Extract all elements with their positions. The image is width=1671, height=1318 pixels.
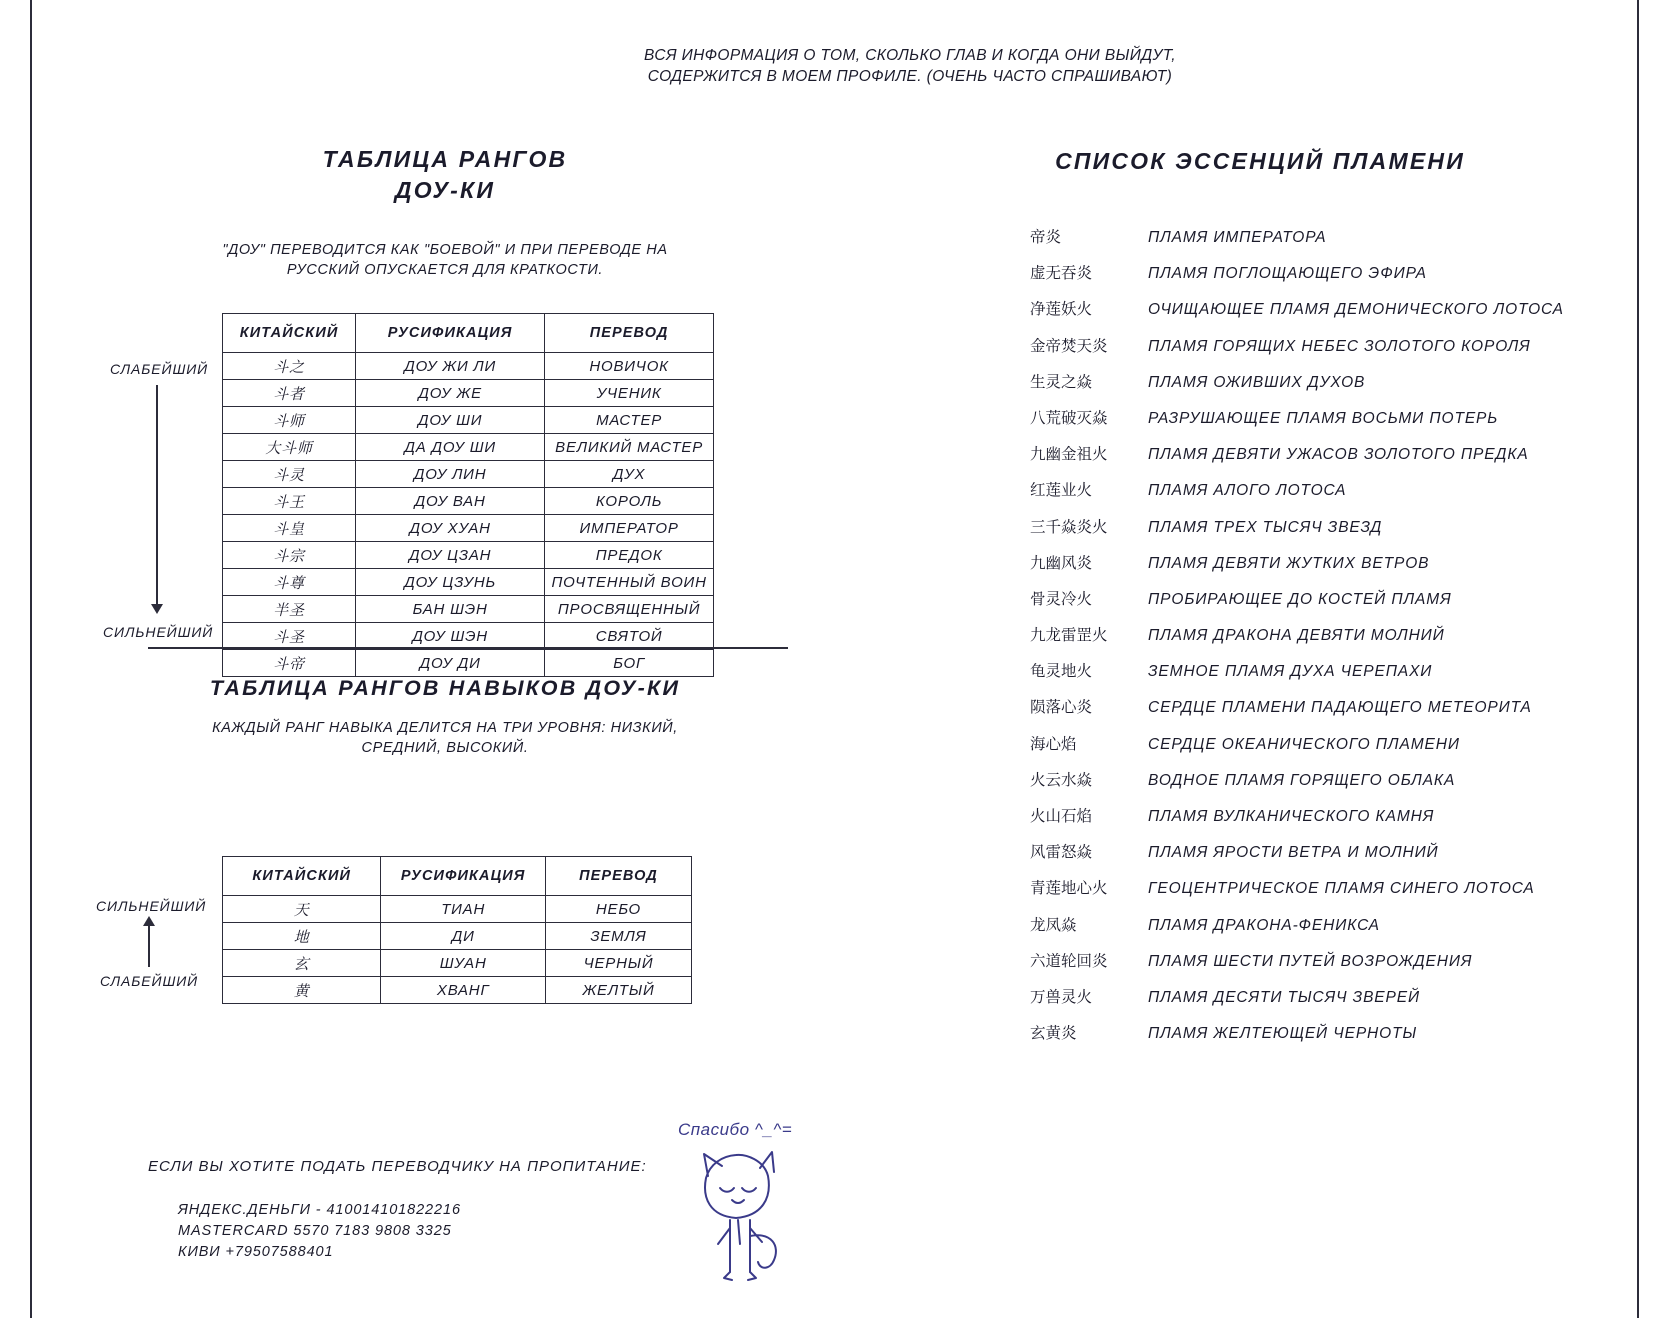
column-header-russification: РУСИФИКАЦИЯ <box>356 314 545 353</box>
header-note-line2: СОДЕРЖИТСЯ В МОЕМ ПРОФИЛЕ. (ОЧЕНЬ ЧАСТО СПРАШИВАЮТ) <box>647 67 1173 85</box>
essence-translation: ВОДНОЕ ПЛАМЯ ГОРЯЩЕГО ОБЛАКА <box>1148 771 1456 789</box>
table-row <box>223 650 714 677</box>
essence-translation: ГЕОЦЕНТРИЧЕСКОЕ ПЛАМЯ СИНЕГО ЛОТОСА <box>1148 880 1535 898</box>
essence-row <box>1030 949 1650 985</box>
cell-translation: ПРОСВЯЩЕННЫЙ <box>545 596 714 623</box>
essence-row <box>1030 913 1650 949</box>
essence-row <box>1030 1021 1650 1057</box>
cell-translation: МАСТЕР <box>545 407 714 434</box>
essence-chinese: 骨灵冷火 <box>1030 589 1093 608</box>
column-header-chinese: КИТАЙСКИЙ <box>223 314 356 353</box>
essence-chinese: 红莲业火 <box>1030 481 1093 500</box>
cell-chinese: 地 <box>223 923 381 950</box>
cell-chinese: 斗宗 <box>223 542 356 569</box>
table-row <box>223 488 714 515</box>
essence-row <box>1030 804 1650 840</box>
footer-payment-details <box>178 1200 461 1263</box>
cell-russification: ДОУ ШИ <box>356 407 545 434</box>
table-row <box>223 923 692 950</box>
footer-title: ЕСЛИ ВЫ ХОТИТЕ ПОДАТЬ ПЕРЕВОДЧИКУ НА ПРОПИТАНИЕ: <box>148 1158 647 1175</box>
cell-russification: ДА ДОУ ШИ <box>356 434 545 461</box>
essence-translation: ПЛАМЯ ЯРОСТИ ВЕТРА И МОЛНИЙ <box>1148 844 1439 862</box>
essence-chinese: 虚无吞炎 <box>1030 264 1093 283</box>
cell-translation: НОВИЧОК <box>545 353 714 380</box>
essence-chinese: 火山石焰 <box>1030 807 1093 825</box>
cell-russification: ДОУ ЖИ ЛИ <box>356 353 545 380</box>
essence-row <box>1030 478 1650 514</box>
skills-table <box>222 856 692 1004</box>
ranks-arrow-down-icon <box>156 385 158 605</box>
essence-chinese: 青莲地心火 <box>1030 879 1108 898</box>
column-header-russification: РУСИФИКАЦИЯ <box>381 857 546 896</box>
cell-translation: ЗЕМЛЯ <box>545 923 691 950</box>
cell-russification: ХВАНГ <box>381 977 546 1004</box>
cell-translation: ЖЕЛТЫЙ <box>545 977 691 1004</box>
cell-russification: ШУАН <box>381 950 546 977</box>
essence-chinese: 生灵之焱 <box>1030 372 1093 391</box>
cell-translation: ВЕЛИКИЙ МАСТЕР <box>545 434 714 461</box>
ranks-label-strongest: СИЛЬНЕЙШИЙ <box>103 624 214 640</box>
table-row <box>223 623 714 650</box>
essence-chinese: 九幽金祖火 <box>1030 445 1108 464</box>
cell-russification: ДОУ ВАН <box>356 488 545 515</box>
essence-row <box>1030 732 1650 768</box>
section-divider <box>148 647 788 649</box>
essence-row <box>1030 551 1650 587</box>
ranks-note: "ДОУ" ПЕРЕВОДИТСЯ КАК "БОЕВОЙ" И ПРИ ПЕРЕВОДЕ НА РУССКИЙ ОПУСКАЕТСЯ ДЛЯ КРАТКОСТИ. <box>222 242 668 279</box>
ranks-title <box>150 144 740 206</box>
ranks-title-line1: ТАБЛИЦА РАНГОВ <box>322 146 568 172</box>
cell-translation: НЕБО <box>545 896 691 923</box>
table-row <box>223 569 714 596</box>
cell-chinese: 大斗师 <box>223 434 356 461</box>
table-row <box>223 380 714 407</box>
table-row <box>223 461 714 488</box>
essence-chinese: 火云水焱 <box>1030 770 1093 789</box>
essence-row <box>1030 659 1650 695</box>
cell-translation: ПОЧТЕННЫЙ ВОИН <box>545 569 714 596</box>
essence-row <box>1030 876 1650 912</box>
essence-chinese: 金帝焚天炎 <box>1030 336 1108 355</box>
skills-label-strongest: СИЛЬНЕЙШИЙ <box>96 898 207 914</box>
table-row <box>223 596 714 623</box>
cell-russification: ДОУ ДИ <box>356 650 545 677</box>
cell-russification: ТИАН <box>381 896 546 923</box>
essence-chinese: 九幽风炎 <box>1030 553 1093 572</box>
essence-translation: СЕРДЦЕ ОКЕАНИЧЕСКОГО ПЛАМЕНИ <box>1148 735 1460 753</box>
cell-chinese: 斗师 <box>223 407 356 434</box>
skills-note: КАЖДЫЙ РАНГ НАВЫКА ДЕЛИТСЯ НА ТРИ УРОВНЯ: НИЗКИЙ, СРЕДНИЙ, ВЫСОКИЙ. <box>212 720 678 757</box>
table-row <box>223 515 714 542</box>
cell-translation: ДУХ <box>545 461 714 488</box>
cell-chinese: 斗者 <box>223 380 356 407</box>
table-row <box>223 977 692 1004</box>
footer-line-qiwi: КИВИ +79507588401 <box>178 1244 334 1261</box>
skills-arrow-up-icon <box>148 925 150 967</box>
cell-translation: СВЯТОЙ <box>545 623 714 650</box>
essence-chinese: 龟灵地火 <box>1030 662 1093 681</box>
table-row <box>223 542 714 569</box>
essence-chinese: 八荒破灭焱 <box>1030 408 1108 427</box>
cell-chinese: 斗灵 <box>223 461 356 488</box>
essence-chinese: 海心焰 <box>1030 734 1077 753</box>
table-row <box>223 353 714 380</box>
essence-row <box>1030 985 1650 1021</box>
cell-chinese: 斗帝 <box>223 650 356 677</box>
essence-chinese: 九龙雷罡火 <box>1030 626 1108 645</box>
essence-row <box>1030 406 1650 442</box>
essence-translation: ПЛАМЯ ТРЕХ ТЫСЯЧ ЗВЕЗД <box>1148 518 1383 536</box>
essence-translation: ПЛАМЯ ДРАКОНА-ФЕНИКСА <box>1148 916 1380 934</box>
thanks-text: Спасибо ^_^= <box>678 1120 793 1139</box>
cell-russification: ДОУ ШЭН <box>356 623 545 650</box>
essence-row <box>1030 442 1650 478</box>
column-header-chinese: КИТАЙСКИЙ <box>223 857 381 896</box>
cell-translation: КОРОЛЬ <box>545 488 714 515</box>
table-row <box>223 896 692 923</box>
essence-translation: ПЛАМЯ ЖЕЛТЕЮЩЕЙ ЧЕРНОТЫ <box>1148 1025 1418 1043</box>
essence-translation: ПЛАМЯ ДРАКОНА ДЕВЯТИ МОЛНИЙ <box>1148 627 1445 645</box>
essence-translation: ПЛАМЯ ВУЛКАНИЧЕСКОГО КАМНЯ <box>1148 808 1435 825</box>
cell-translation: ИМПЕРАТОР <box>545 515 714 542</box>
essence-row <box>1030 370 1650 406</box>
essence-row <box>1030 768 1650 804</box>
essence-translation: ОЧИЩАЮЩЕЕ ПЛАМЯ ДЕМОНИЧЕСКОГО ЛОТОСА <box>1148 301 1564 319</box>
essence-translation: СЕРДЦЕ ПЛАМЕНИ ПАДАЮЩЕГО МЕТЕОРИТА <box>1148 699 1532 717</box>
essence-row <box>1030 334 1650 370</box>
skills-label-weakest: СЛАБЕЙШИЙ <box>100 973 199 989</box>
column-header-translation: ПЕРЕВОД <box>545 314 714 353</box>
column-header-translation: ПЕРЕВОД <box>545 857 691 896</box>
essence-translation: ЗЕМНОЕ ПЛАМЯ ДУХА ЧЕРЕПАХИ <box>1148 663 1433 681</box>
cell-russification: ДОУ ЦЗАН <box>356 542 545 569</box>
essence-chinese: 帝炎 <box>1030 228 1062 246</box>
essence-translation: ПЛАМЯ ДЕСЯТИ ТЫСЯЧ ЗВЕРЕЙ <box>1148 988 1421 1006</box>
essence-chinese: 玄黄炎 <box>1030 1024 1077 1043</box>
essence-chinese: 龙凤焱 <box>1030 915 1077 934</box>
cell-chinese: 斗尊 <box>223 569 356 596</box>
footer-line-mastercard: MASTERCARD 5570 7183 9808 3325 <box>178 1223 452 1240</box>
essence-translation: РАЗРУШАЮЩЕЕ ПЛАМЯ ВОСЬМИ ПОТЕРЬ <box>1148 409 1499 427</box>
essence-row <box>1030 225 1650 261</box>
essence-chinese: 净莲妖火 <box>1030 300 1093 319</box>
essence-chinese: 万兽灵火 <box>1030 987 1093 1006</box>
essence-translation: ПЛАМЯ ПОГЛОЩАЮЩЕГО ЭФИРА <box>1148 265 1427 283</box>
footer-line-yandex: ЯНДЕКС.ДЕНЬГИ - 410014101822216 <box>178 1202 461 1218</box>
essence-translation: ПРОБИРАЮЩЕЕ ДО КОСТЕЙ ПЛАМЯ <box>1148 590 1452 608</box>
cat-doodle-icon <box>680 1140 810 1290</box>
cell-chinese: 黄 <box>223 977 381 1004</box>
essence-row <box>1030 297 1650 333</box>
essence-row <box>1030 840 1650 876</box>
cell-chinese: 半圣 <box>223 596 356 623</box>
essence-title: СПИСОК ЭССЕНЦИЙ ПЛАМЕНИ <box>1055 148 1465 174</box>
cell-russification: ДОУ ХУАН <box>356 515 545 542</box>
table-row <box>223 950 692 977</box>
cell-chinese: 斗圣 <box>223 623 356 650</box>
essence-chinese: 三千焱炎火 <box>1030 517 1108 536</box>
cell-chinese: 天 <box>223 896 381 923</box>
essence-chinese: 六道轮回炎 <box>1030 951 1108 970</box>
essence-chinese: 陨落心炎 <box>1030 698 1093 717</box>
cell-russification: ДОУ ЦЗУНЬ <box>356 569 545 596</box>
essence-translation: ПЛАМЯ ОЖИВШИХ ДУХОВ <box>1148 373 1366 391</box>
cell-translation: ЧЕРНЫЙ <box>545 950 691 977</box>
page-edge-left <box>30 0 32 1318</box>
essence-row <box>1030 623 1650 659</box>
essence-row <box>1030 515 1650 551</box>
essence-translation: ПЛАМЯ ИМПЕРАТОРА <box>1148 229 1327 246</box>
table-row <box>223 407 714 434</box>
essence-translation: ПЛАМЯ ДЕВЯТИ ЖУТКИХ ВЕТРОВ <box>1148 554 1430 572</box>
header-note-line1: ВСЯ ИНФОРМАЦИЯ О ТОМ, СКОЛЬКО ГЛАВ И КОГДА ОНИ ВЫЙДУТ, <box>643 47 1177 64</box>
essence-row <box>1030 261 1650 297</box>
cell-chinese: 斗皇 <box>223 515 356 542</box>
essence-row <box>1030 695 1650 731</box>
skills-title: ТАБЛИЦА РАНГОВ НАВЫКОВ ДОУ-КИ <box>209 676 681 700</box>
essence-translation: ПЛАМЯ ГОРЯЩИХ НЕБЕС ЗОЛОТОГО КОРОЛЯ <box>1148 337 1531 355</box>
table-row <box>223 434 714 461</box>
cell-translation: УЧЕНИК <box>545 380 714 407</box>
essence-translation: ПЛАМЯ АЛОГО ЛОТОСА <box>1148 482 1347 500</box>
ranks-title-line2: ДОУ-КИ <box>394 177 496 204</box>
cell-chinese: 斗之 <box>223 353 356 380</box>
cell-russification: БАН ШЭН <box>356 596 545 623</box>
essence-row <box>1030 587 1650 623</box>
header-note <box>600 46 1220 88</box>
essence-translation: ПЛАМЯ ДЕВЯТИ УЖАСОВ ЗОЛОТОГО ПРЕДКА <box>1148 446 1529 464</box>
cell-chinese: 玄 <box>223 950 381 977</box>
essence-list <box>1030 225 1650 1057</box>
cell-russification: ДИ <box>381 923 546 950</box>
ranks-table <box>222 313 714 677</box>
cell-translation: БОГ <box>545 650 714 677</box>
essence-translation: ПЛАМЯ ШЕСТИ ПУТЕЙ ВОЗРОЖДЕНИЯ <box>1148 952 1473 970</box>
cell-translation: ПРЕДОК <box>545 542 714 569</box>
ranks-label-weakest: СЛАБЕЙШИЙ <box>110 361 209 377</box>
cell-chinese: 斗王 <box>223 488 356 515</box>
cell-russification: ДОУ ЛИН <box>356 461 545 488</box>
table-header-row <box>223 857 692 896</box>
essence-chinese: 风雷怒焱 <box>1030 843 1093 862</box>
cell-russification: ДОУ ЖЕ <box>356 380 545 407</box>
table-header-row <box>223 314 714 353</box>
